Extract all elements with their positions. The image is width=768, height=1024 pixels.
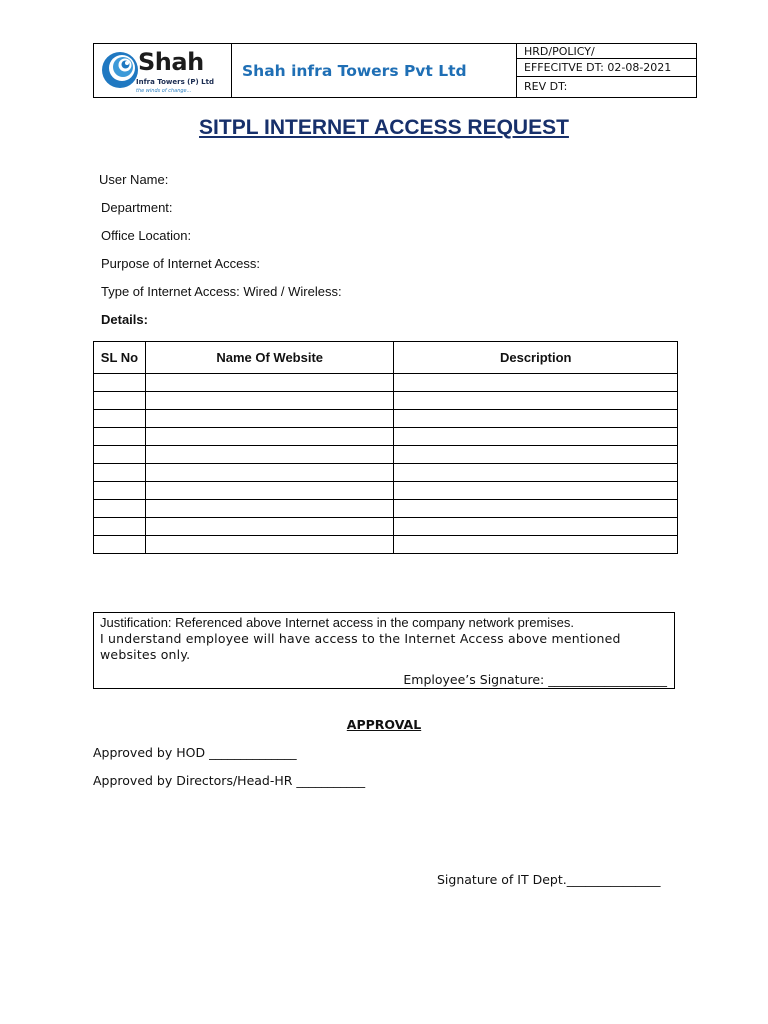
table-row xyxy=(94,410,678,428)
purpose-label: Purpose of Internet Access: xyxy=(101,256,260,271)
table-cell[interactable] xyxy=(394,518,678,536)
justification-box xyxy=(93,612,675,689)
table-cell[interactable] xyxy=(394,536,678,554)
directors-approval-field[interactable]: Approved by Directors/Head-HR ___________ xyxy=(93,773,366,788)
justification-text xyxy=(100,615,660,663)
table-cell[interactable] xyxy=(145,536,394,554)
table-cell[interactable] xyxy=(94,464,146,482)
logo-subtext: Infra Towers (P) Ltd xyxy=(136,78,214,86)
company-name: Shah infra Towers Pvt Ltd xyxy=(242,61,467,80)
table-cell[interactable] xyxy=(145,374,394,392)
table-cell[interactable] xyxy=(94,374,146,392)
column-header-description: Description xyxy=(394,342,678,374)
table-cell[interactable] xyxy=(394,446,678,464)
table-cell[interactable] xyxy=(94,500,146,518)
justification-label: Justification xyxy=(100,615,168,630)
column-header-sl-no: SL No xyxy=(94,342,146,374)
details-table xyxy=(93,341,678,554)
table-row xyxy=(94,428,678,446)
department-label: Department: xyxy=(101,200,173,215)
justification-line-1: : Referenced above Internet access in the company network premises. xyxy=(167,615,575,630)
table-cell[interactable] xyxy=(394,428,678,446)
doc-reference: HRD/POLICY/ xyxy=(517,44,696,59)
column-header-website: Name Of Website xyxy=(145,342,394,374)
table-cell[interactable] xyxy=(394,500,678,518)
page-title: SITPL INTERNET ACCESS REQUEST xyxy=(199,116,569,139)
justification-line-2: I understand employee will have access to the Internet Access above mentioned websites only. xyxy=(100,631,621,662)
effective-date: EFFECITVE DT: 02-08-2021 xyxy=(517,59,696,77)
table-cell[interactable] xyxy=(145,428,394,446)
table-cell[interactable] xyxy=(94,518,146,536)
table-row xyxy=(94,374,678,392)
approval-heading: APPROVAL xyxy=(346,717,422,732)
table-cell[interactable] xyxy=(394,464,678,482)
table-row xyxy=(94,482,678,500)
table-row xyxy=(94,518,678,536)
table-cell[interactable] xyxy=(94,482,146,500)
table-cell[interactable] xyxy=(145,500,394,518)
table-cell[interactable] xyxy=(145,518,394,536)
office-location-label: Office Location: xyxy=(101,228,192,243)
document-meta xyxy=(517,44,696,97)
table-cell[interactable] xyxy=(394,482,678,500)
table-cell[interactable] xyxy=(94,428,146,446)
table-cell[interactable] xyxy=(94,536,146,554)
table-cell[interactable] xyxy=(145,446,394,464)
revision-date: REV DT: xyxy=(524,80,568,93)
table-cell[interactable] xyxy=(94,392,146,410)
table-row xyxy=(94,536,678,554)
table-row xyxy=(94,464,678,482)
logo xyxy=(94,44,232,97)
table-header-row xyxy=(94,342,678,374)
user-name-label: User Name: xyxy=(99,172,169,187)
logo-tagline: the winds of change... xyxy=(136,88,192,94)
logo-wordmark: Shah xyxy=(138,48,204,76)
access-type-label: Type of Internet Access: Wired / Wireless: xyxy=(101,284,342,299)
table-cell[interactable] xyxy=(394,410,678,428)
employee-signature-field[interactable]: Employee’s Signature: ___________________ xyxy=(403,672,667,687)
table-row xyxy=(94,392,678,410)
hod-approval-field[interactable]: Approved by HOD ______________ xyxy=(93,745,297,760)
details-label: Details: xyxy=(101,312,148,327)
table-cell[interactable] xyxy=(94,410,146,428)
table-row xyxy=(94,446,678,464)
company-cell xyxy=(231,44,517,97)
table-cell[interactable] xyxy=(145,410,394,428)
table-cell[interactable] xyxy=(394,392,678,410)
table-cell[interactable] xyxy=(145,482,394,500)
logo-swirl-icon xyxy=(98,46,142,94)
table-cell[interactable] xyxy=(394,374,678,392)
table-cell[interactable] xyxy=(145,392,394,410)
document-header xyxy=(93,43,697,98)
it-dept-signature-field[interactable]: Signature of IT Dept._______________ xyxy=(437,872,661,887)
table-cell[interactable] xyxy=(94,446,146,464)
table-cell[interactable] xyxy=(145,464,394,482)
table-row xyxy=(94,500,678,518)
